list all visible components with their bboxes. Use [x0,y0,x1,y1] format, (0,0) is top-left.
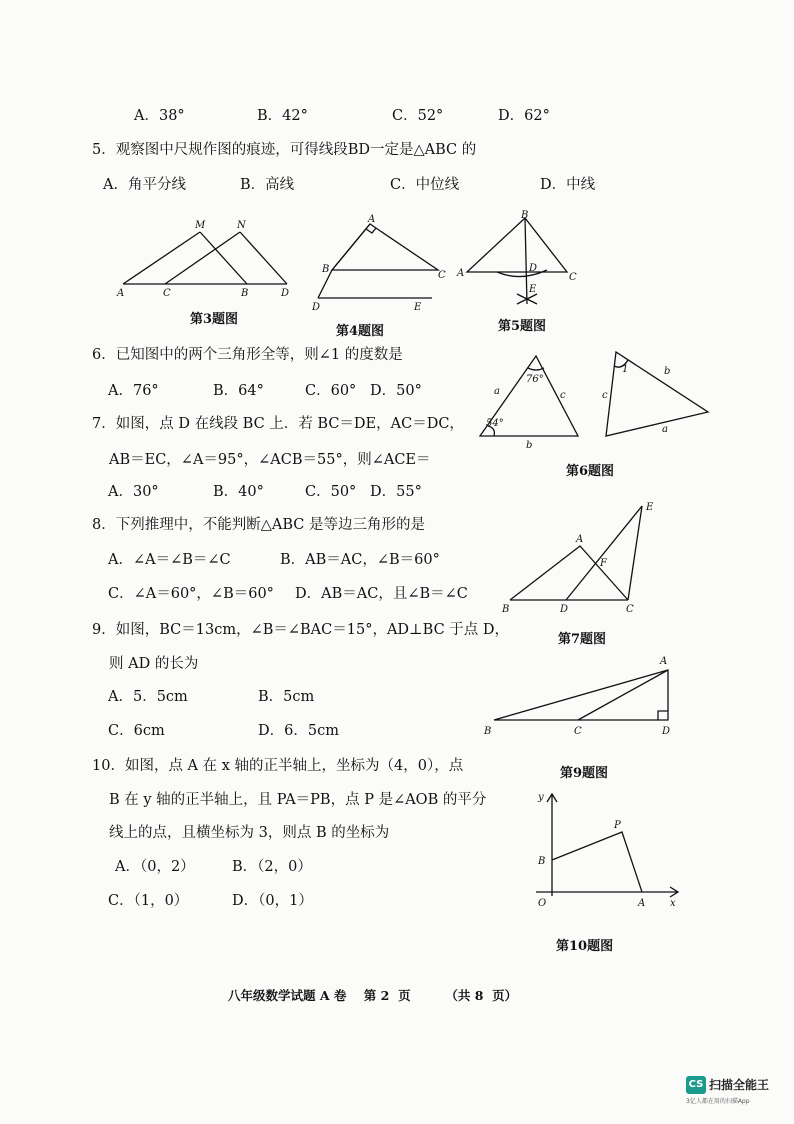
q6-option-a: A．76° [108,383,159,399]
camscanner-logo-icon: CS [686,1076,706,1094]
q4-option-d: D．62° [498,108,550,124]
q5-stem: 5．观察图中尺规作图的痕迹，可得线段BD一定是△ABC 的 [92,142,477,158]
q10-option-a: A．（0，2） [115,859,195,875]
fig9-label-d: D [662,726,671,737]
q6-option-d: D．50° [370,383,422,399]
fig3-label-m: M [195,220,206,231]
q9-line2: 则 AD 的长为 [109,656,199,672]
fig4-caption: 第4题图 [336,324,385,339]
fig4-label-a: A [368,214,376,225]
fig9-label-a: A [660,656,668,667]
figure-6 [470,350,715,450]
fig6-label-b-left: b [526,440,533,451]
q4-option-a: A．38° [134,108,185,124]
q5-option-d: D．中线 [540,177,596,193]
q9-option-c: C．6cm [108,723,165,739]
fig7-caption: 第7题图 [558,632,607,647]
fig6-label-a-left: a [494,386,500,397]
fig3-caption: 第3题图 [190,312,239,327]
q8-option-d: D．AB＝AC，且∠B＝∠C [295,586,468,602]
fig9-caption: 第9题图 [560,766,609,781]
fig5-caption: 第5题图 [498,319,547,334]
q7-option-a: A．30° [108,484,159,500]
fig10-label-y: y [538,792,544,803]
q6-stem: 6．已知图中的两个三角形全等，则∠1 的度数是 [92,347,403,363]
watermark-subtitle: 3亿人都在用的扫描App [686,1098,750,1105]
fig6-caption: 第6题图 [566,464,615,479]
fig10-label-x: x [670,898,676,909]
page-footer: 八年级数学试题 A 卷 第 2 页 （共 8 页） [228,988,518,1003]
q4-option-c: C．52° [392,108,444,124]
figure-3 [115,216,295,306]
fig10-label-b: B [538,856,546,867]
fig7-label-c: C [626,604,634,615]
watermark-name: 扫描全能王 [709,1078,770,1092]
figure-4 [310,212,450,312]
q6-option-b: B．64° [213,383,264,399]
q7-option-c: C．50° [305,484,357,500]
q5-option-a: A．角平分线 [103,177,186,193]
fig6-label-c-right: c [602,390,608,401]
q9-option-d: D．6．5cm [258,723,339,739]
fig7-label-f: F [600,558,607,569]
q7-line1: 7．如图，点 D 在线段 BC 上．若 BC＝DE，AC＝DC， [92,416,464,432]
fig6-label-1: 1 [622,364,629,375]
q9-option-b: B．5cm [258,689,315,705]
figure-7 [500,500,660,620]
fig7-label-a: A [576,534,584,545]
q6-option-c: C．60° [305,383,357,399]
q8-option-a: A．∠A＝∠B＝∠C [108,552,231,568]
fig6-label-b-right: b [664,366,671,377]
q7-option-b: B．40° [213,484,264,500]
q7-option-d: D．55° [370,484,422,500]
fig6-label-c-left: c [560,390,566,401]
q8-option-b: B．AB＝AC，∠B＝60° [280,552,440,568]
fig6-label-76: 76° [526,374,544,385]
fig3-label-n: N [237,220,246,231]
q10-option-b: B．（2，0） [232,859,312,875]
fig4-label-e: E [414,302,422,313]
q10-line1: 10．如图，点 A 在 x 轴的正半轴上，坐标为（4，0），点 [92,758,464,774]
q4-option-b: B．42° [257,108,308,124]
q10-option-c: C．（1，0） [108,893,189,909]
fig6-label-a-right: a [662,424,668,435]
fig4-label-c: C [438,270,446,281]
fig3-label-b: B [241,288,249,299]
q7-line2: AB＝EC，∠A＝95°，∠ACB＝55°，则∠ACE＝ [109,452,431,468]
q10-line3: 线上的点，且横坐标为 3，则点 B 的坐标为 [109,825,390,841]
fig5-label-d: D [529,263,538,274]
fig5-label-a: A [457,268,465,279]
fig4-label-b: B [322,264,330,275]
fig10-caption: 第10题图 [556,939,614,954]
fig10-label-o: O [538,898,547,909]
fig10-label-p: P [614,820,621,831]
figure-9 [482,652,682,742]
q9-line1: 9．如图，BC＝13cm，∠B＝∠BAC＝15°，AD⊥BC 于点 D， [92,622,510,638]
figure-10 [530,786,690,916]
fig4-label-d: D [312,302,321,313]
fig10-label-a: A [638,898,646,909]
q9-option-a: A．5．5cm [108,689,188,705]
fig9-label-b: B [484,726,492,737]
q8-option-c: C．∠A＝60°，∠B＝60° [108,586,274,602]
fig7-label-d: D [560,604,569,615]
fig7-label-e: E [646,502,654,513]
fig9-label-c: C [574,726,582,737]
q8-stem: 8．下列推理中，不能判断△ABC 是等边三角形的是 [92,517,425,533]
fig5-label-c: C [569,272,577,283]
fig5-label-e: E [529,284,537,295]
q10-line2: B 在 y 轴的正半轴上，且 PA＝PB，点 P 是∠AOB 的平分 [109,792,487,808]
q5-option-b: B．高线 [240,177,295,193]
fig6-label-54: 54° [486,418,504,429]
scanner-watermark [686,1074,770,1105]
fig3-label-d: D [281,288,290,299]
q5-option-c: C．中位线 [390,177,460,193]
figure-5 [455,210,585,310]
fig3-label-a: A [117,288,125,299]
q10-option-d: D．（0，1） [232,893,313,909]
fig3-label-c: C [163,288,171,299]
fig7-label-b: B [502,604,510,615]
fig5-label-b: B [521,210,529,221]
